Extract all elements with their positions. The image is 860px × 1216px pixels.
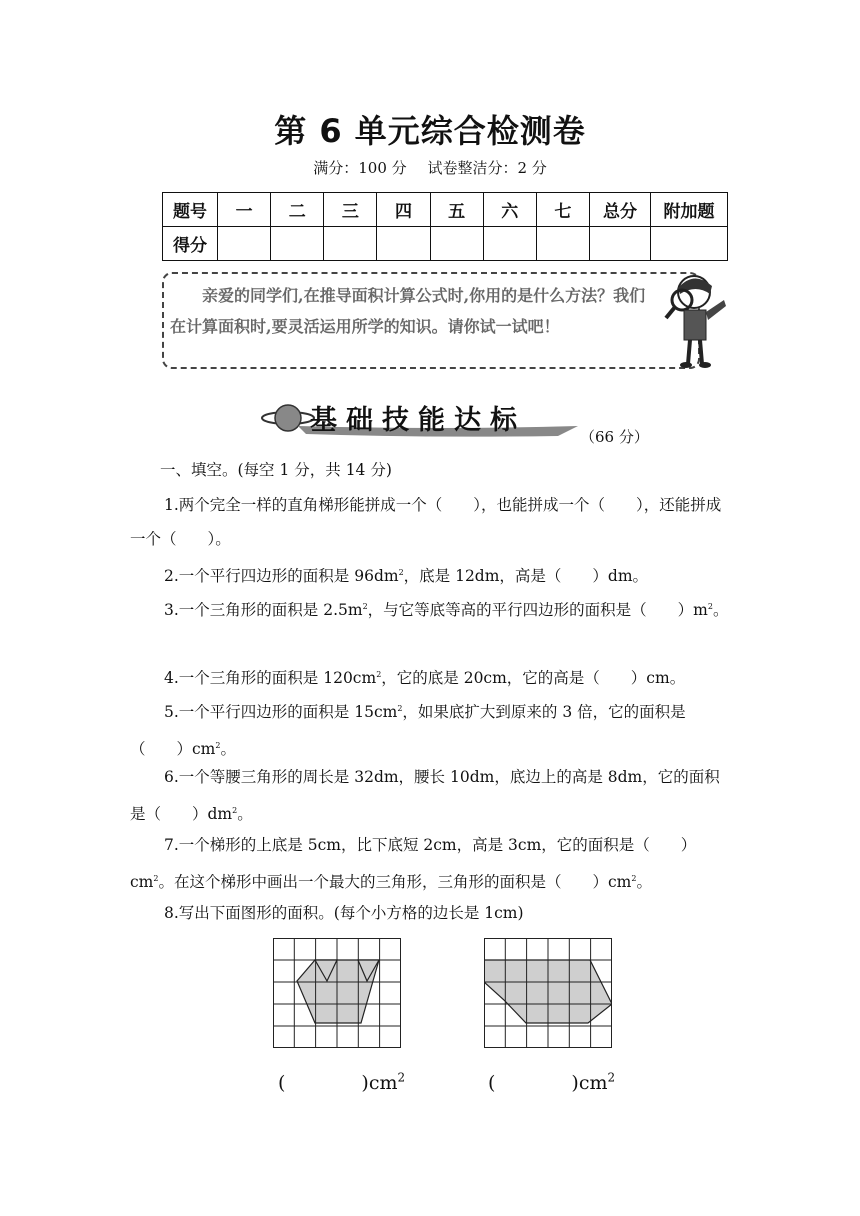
table-cell: 得分 <box>163 227 218 261</box>
question-text: ，如果底扩大到原来的 3 倍，它的面积是（ ）cm <box>130 703 686 759</box>
detective-mascot-icon <box>660 270 732 370</box>
question-2 <box>130 556 730 593</box>
superscript: 2 <box>631 874 637 883</box>
grid-figure-right <box>484 938 612 1048</box>
question-text: 7.一个梯形的上底是 5cm，比下底短 2cm，高是 3cm，它的面积是（ ）cm <box>130 836 697 892</box>
question-text: 。在这个梯形中画出一个最大的三角形，三角形的面积是（ ）cm <box>158 873 632 892</box>
question-text: 4.一个三角形的面积是 120cm <box>164 669 377 688</box>
question-text: 8.写出下面图形的面积。(每个小方格的边长是 1cm) <box>164 904 524 922</box>
answer-left[interactable] <box>278 1068 405 1095</box>
table-cell: 五 <box>430 193 483 227</box>
question-7 <box>130 828 730 899</box>
question-text: 。 <box>712 601 729 620</box>
superscript: 2 <box>215 741 221 751</box>
question-text: 2.一个平行四边形的面积是 96dm <box>164 567 399 586</box>
question-text: 3.一个三角形的面积是 2.5m <box>164 601 363 620</box>
score-table <box>162 192 728 261</box>
neatness-score: 试卷整洁分：2 分 <box>427 159 547 177</box>
question-text: 。 <box>237 805 253 824</box>
part1-heading <box>130 453 730 487</box>
question-1 <box>130 488 730 556</box>
table-cell: 一 <box>218 193 271 227</box>
question-4 <box>130 658 730 695</box>
score-info <box>0 157 860 178</box>
table-cell: 四 <box>377 193 430 227</box>
superscript: 2 <box>376 670 382 679</box>
table-cell: 三 <box>324 193 377 227</box>
score-table-score-row <box>163 227 728 261</box>
heading-text: 一、填空。(每空 1 分，共 14 分) <box>160 461 392 479</box>
superscript: 2 <box>607 1070 616 1085</box>
answer-text: ( )cm <box>488 1072 608 1094</box>
score-blank[interactable] <box>590 227 651 261</box>
score-table-header-row <box>163 193 728 227</box>
score-blank[interactable] <box>377 227 430 261</box>
full-score: 满分：100 分 <box>313 159 407 177</box>
superscript: 2 <box>398 568 404 577</box>
score-blank[interactable] <box>651 227 728 261</box>
question-text: ，底是 12dm，高是（ ）dm。 <box>403 567 649 586</box>
table-cell: 总分 <box>590 193 651 227</box>
superscript: 2 <box>707 602 713 611</box>
question-text: ，它的底是 20cm，它的高是（ ）cm。 <box>381 669 686 688</box>
score-blank[interactable] <box>218 227 271 261</box>
superscript: 2 <box>362 602 368 611</box>
score-blank[interactable] <box>430 227 483 261</box>
superscript: 2 <box>397 704 403 713</box>
page-title: 第 6 单元综合检测卷 <box>274 112 586 150</box>
score-blank[interactable] <box>271 227 324 261</box>
table-cell: 题号 <box>163 193 218 227</box>
question-3 <box>130 590 730 627</box>
question-text: 1.两个完全一样的直角梯形能拼成一个（ ），也能拼成一个（ ），还能拼成一个（ ）。 <box>130 496 722 548</box>
question-text: ，与它等底等高的平行四边形的面积是（ ）m <box>367 601 708 620</box>
answer-right[interactable] <box>488 1068 615 1095</box>
question-8 <box>130 896 730 930</box>
section-title: 基础技能达标 <box>310 405 526 436</box>
question-text: 。 <box>220 740 236 759</box>
table-cell: 六 <box>483 193 536 227</box>
answer-text: ( )cm <box>278 1072 398 1094</box>
table-cell: 七 <box>536 193 589 227</box>
grid-figure-left <box>273 938 401 1048</box>
section-points: （66 分） <box>580 428 649 446</box>
question-text: 5.一个平行四边形的面积是 15cm <box>164 703 398 722</box>
tip-text: 亲爱的同学们,在推导面积计算公式时,你用的是什么方法？我们在计算面积时,要灵活运用所学的知识。请你试一试吧！ <box>170 286 646 336</box>
question-5 <box>130 692 730 766</box>
question-6 <box>130 760 730 831</box>
score-blank[interactable] <box>324 227 377 261</box>
score-blank[interactable] <box>483 227 536 261</box>
superscript: 2 <box>153 874 159 883</box>
table-cell: 附加题 <box>651 193 728 227</box>
table-cell: 二 <box>271 193 324 227</box>
question-text: 6.一个等腰三角形的周长是 32dm，腰长 10dm，底边上的高是 8dm，它的面积是（ ）dm <box>130 768 720 824</box>
superscript: 2 <box>397 1070 406 1085</box>
score-blank[interactable] <box>536 227 589 261</box>
superscript: 2 <box>232 806 238 815</box>
question-text: 。 <box>636 873 652 892</box>
